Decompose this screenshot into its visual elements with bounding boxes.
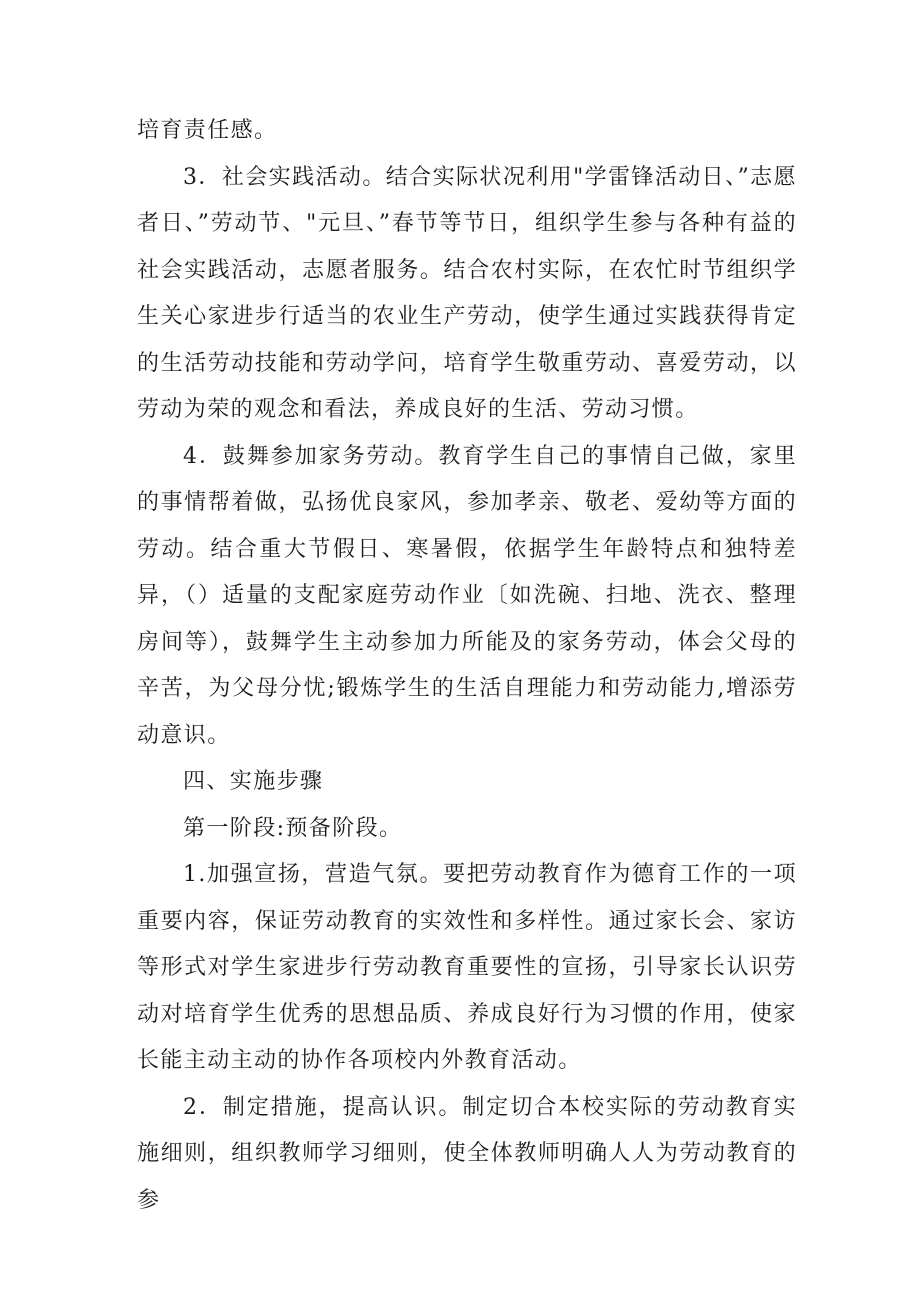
paragraph-social-practice: 3．社会实践活动。结合实际状况利用"学雷锋活动日、”志愿者日、”劳动节、"元旦、”春节等节日，组织学生参与各种有益的社会实践活动，志愿者服务。结合农村实际，在农忙时节组织学生关心家进步行适当的农业生产劳动，使学生通过实践获得肯定的生活劳动技能和劳动学问，培育学生敬重劳动、喜爱劳动，以劳动为荣的观念和看法，养成良好的生活、劳动习惯。 [137, 164, 797, 422]
paragraph-continuation: 培育责任感。 [137, 118, 278, 143]
paragraph-housework: 4．鼓舞参加家务劳动。教育学生自己的事情自己做，家里的事情帮着做，弘扬优良家风，参加孝亲、敬老、爱幼等方面的劳动。结合重大节假日、寒暑假，依据学生年龄特点和独特差异，（）适量的支配家庭劳动作业〔如洗碗、扫地、洗衣、整理房间等），鼓舞学生主动参加力所能及的家务劳动，体会父母的辛苦，为父母分忧;锻炼学生的生活自理能力和劳动能力,增添劳动意识。 [137, 443, 797, 748]
stage-heading-preparation: 第一阶段:预备阶段。 [183, 815, 403, 841]
paragraph-publicity: 1.加强宣扬，营造气氛。要把劳动教育作为德育工作的一项重要内容，保证劳动教育的实效性和多样性。通过家长会、家访等形式对学生家进步行劳动教育重要性的宣扬，引导家长认识劳动对培育学生优秀的思想品质、养成良好行为习惯的作用，使家长能主动主动的协作各项校内外教育活动。 [137, 862, 797, 1073]
section-heading-steps: 四、实施步骤 [183, 769, 324, 794]
paragraph-measures: 2．制定措施，提高认识。制定切合本校实际的劳动教育实施细则，组织教师学习细则，使全体教师明确人人为劳动教育的参 [137, 1094, 797, 1213]
document-body [137, 108, 797, 1224]
